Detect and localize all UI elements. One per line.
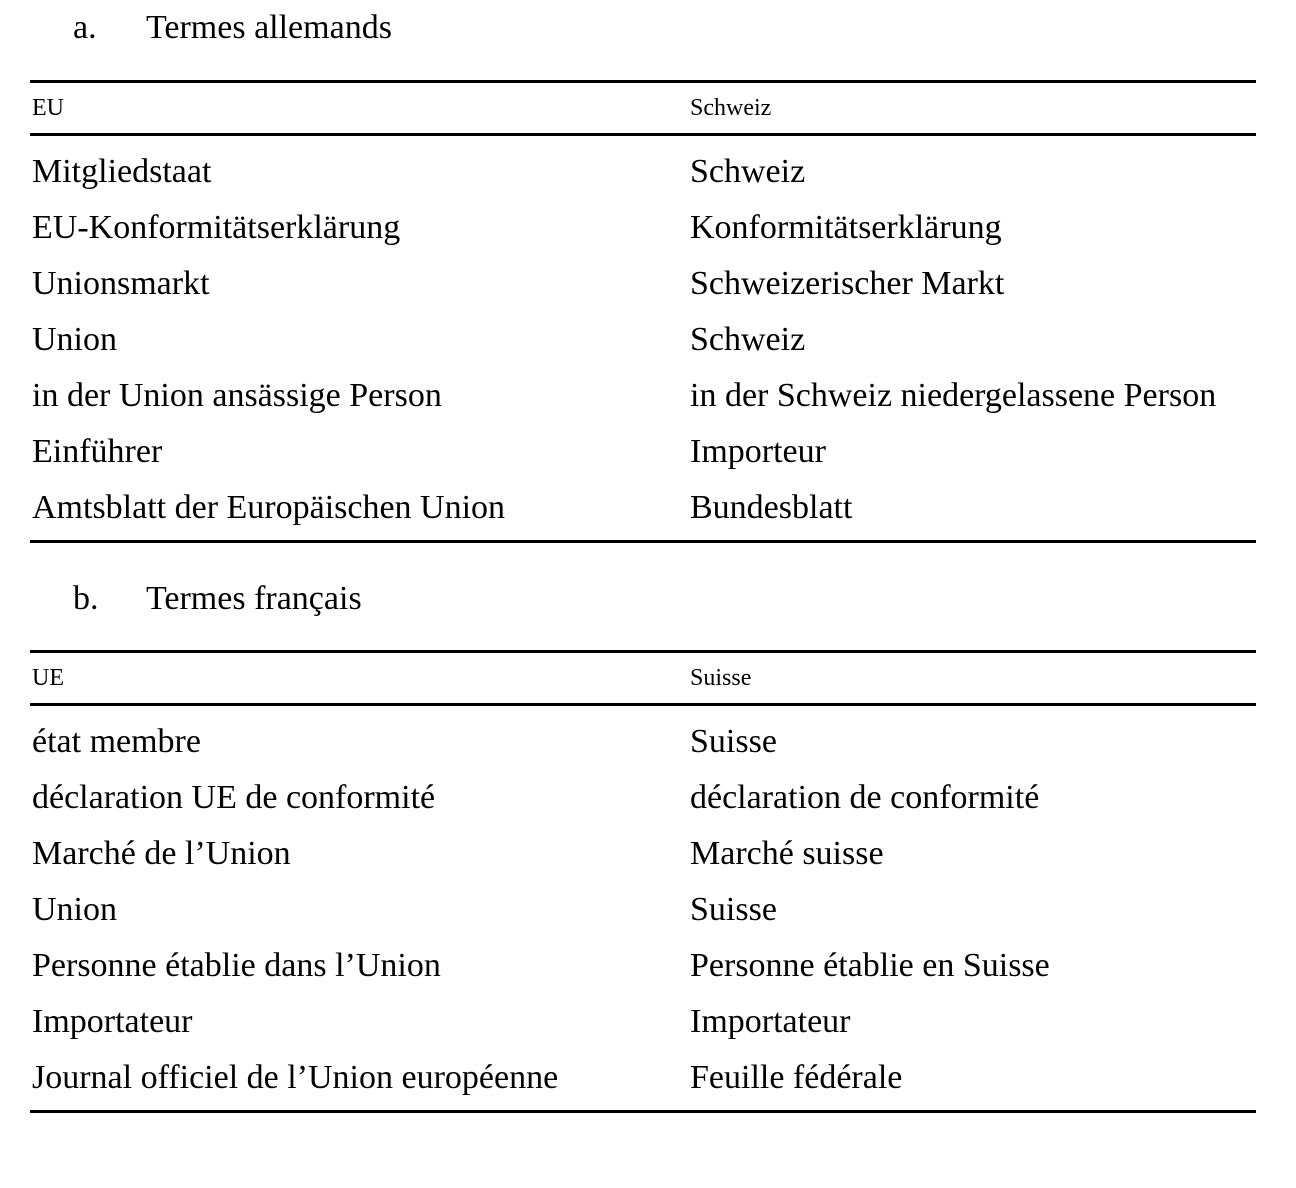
swiss-term: Suisse (690, 723, 777, 760)
table-row (30, 994, 1256, 1050)
section-heading-french (73, 579, 362, 619)
eu-term: Journal officiel de l’Union européenne (30, 1050, 688, 1112)
column-header-switzerland: Schweiz (688, 82, 1256, 135)
section-title: Termes français (146, 580, 362, 617)
eu-term: Personne établie dans l’Union (32, 947, 441, 984)
eu-term: Unionsmarkt (32, 265, 210, 302)
swiss-term: Feuille fédérale (688, 1050, 1256, 1112)
swiss-term: Suisse (690, 891, 777, 928)
eu-term: Einführer (32, 433, 163, 470)
column-header-ue: UE (30, 652, 688, 705)
french-terms-table (30, 650, 1256, 1113)
table-row (30, 200, 1256, 256)
eu-term: Union (32, 891, 117, 928)
eu-term: Amtsblatt der Europäischen Union (30, 480, 688, 542)
table-row (30, 368, 1256, 424)
eu-term: Importateur (32, 1003, 193, 1040)
swiss-term: Importateur (690, 1003, 851, 1040)
table-row (30, 1050, 1256, 1112)
table-row (30, 256, 1256, 312)
eu-term: déclaration UE de conformité (32, 779, 436, 816)
table-row (30, 705, 1256, 771)
swiss-term: Marché suisse (690, 835, 884, 872)
table-row (30, 424, 1256, 480)
column-header-suisse: Suisse (688, 652, 1256, 705)
table-header-row (30, 82, 1256, 135)
table-row (30, 826, 1256, 882)
swiss-term: déclaration de conformité (690, 779, 1040, 816)
column-header-eu: EU (30, 82, 688, 135)
table-row (30, 312, 1256, 368)
german-terms-table (30, 80, 1256, 543)
swiss-term: Konformitätserklärung (690, 209, 1002, 246)
swiss-term: Personne établie en Suisse (690, 947, 1050, 984)
eu-term: in der Union ansässige Person (32, 377, 442, 414)
swiss-term: Importeur (690, 433, 826, 470)
eu-term: Marché de l’Union (32, 835, 291, 872)
swiss-term: Schweiz (690, 321, 806, 358)
table-row (30, 480, 1256, 542)
section-marker: a. (73, 9, 97, 46)
table-row (30, 882, 1256, 938)
eu-term: Mitgliedstaat (32, 153, 212, 190)
eu-term: état membre (32, 723, 201, 760)
eu-term: EU-Konformitätserklärung (32, 209, 401, 246)
eu-term: Union (32, 321, 117, 358)
table-header-row (30, 652, 1256, 705)
table-row (30, 135, 1256, 201)
swiss-term: Schweiz (690, 153, 806, 190)
swiss-term: Schweizerischer Markt (690, 265, 1005, 302)
swiss-term: Bundesblatt (688, 480, 1256, 542)
section-marker: b. (73, 580, 99, 617)
table-row (30, 938, 1256, 994)
swiss-term: in der Schweiz niedergelassene Person (690, 377, 1217, 414)
table-row (30, 770, 1256, 826)
section-title: Termes allemands (146, 9, 392, 46)
section-heading-german (73, 8, 392, 48)
